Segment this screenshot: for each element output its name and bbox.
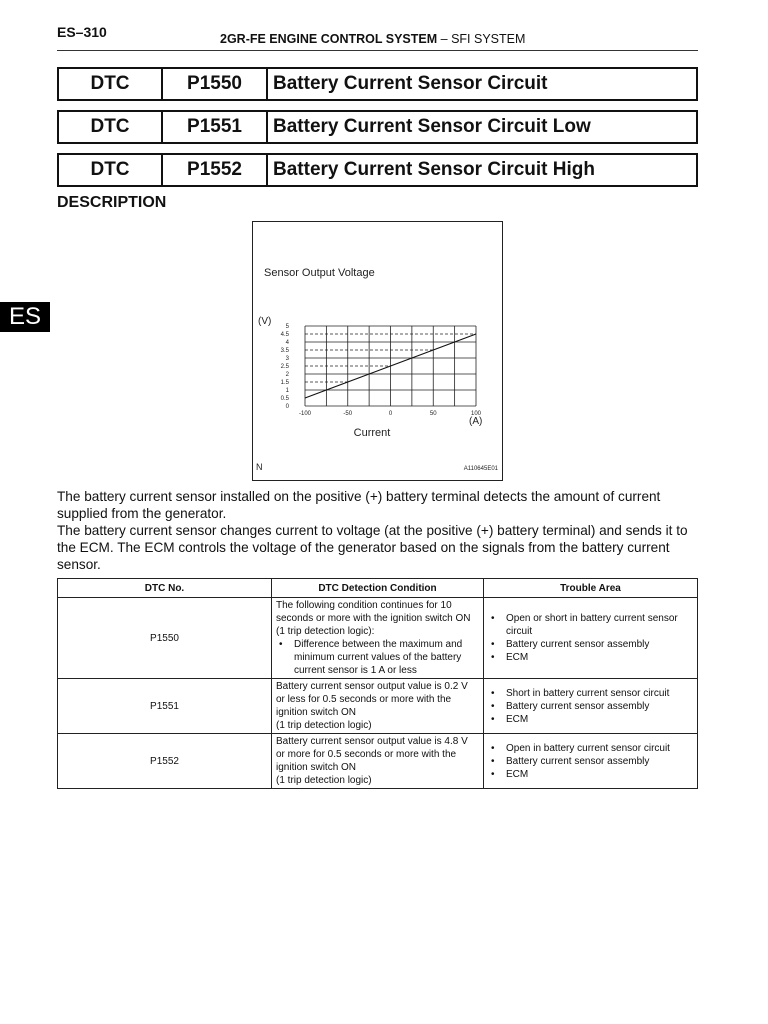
detection-condition bbox=[272, 598, 484, 679]
page-number: ES–310 bbox=[57, 24, 107, 40]
description-paragraph: The battery current sensor installed on the positive (+) battery terminal detects the amount of current supplied from the generator. bbox=[57, 489, 661, 521]
trouble-area bbox=[484, 679, 698, 734]
dtc-table bbox=[57, 578, 698, 789]
y-tick-label: 1.5 bbox=[280, 380, 289, 386]
header-title-sep: – bbox=[437, 32, 452, 46]
dtc-label: DTC bbox=[59, 69, 163, 99]
dtc-title-row bbox=[57, 110, 698, 144]
condition-text: The following condition continues for 10 seconds or more with the ignition switch ON (1 trip detection logic): bbox=[276, 600, 471, 637]
y-tick-label: 2 bbox=[285, 372, 289, 378]
list-item: • Short in battery current sensor circuit bbox=[488, 687, 693, 700]
list-item: • Open in battery current sensor circuit bbox=[488, 742, 693, 755]
y-tick-label: 4 bbox=[285, 340, 289, 346]
condition-text: Battery current sensor output value is 4.8 V or more for 0.5 seconds or more with the ignition switch ON bbox=[276, 736, 468, 773]
condition-bullets bbox=[276, 638, 479, 677]
sensor-output-figure bbox=[252, 221, 503, 481]
y-axis-unit: (V) bbox=[258, 316, 272, 327]
dtc-label: DTC bbox=[59, 112, 163, 142]
column-header: DTC No. bbox=[58, 579, 272, 598]
condition-text: Battery current sensor output value is 0.2 V or less for 0.5 seconds or more with the ignition switch ON bbox=[276, 681, 468, 718]
header-title-rest: SFI SYSTEM bbox=[451, 32, 526, 46]
y-tick-label: 0.5 bbox=[280, 396, 289, 402]
dtc-title-row bbox=[57, 67, 698, 101]
table-row bbox=[58, 679, 698, 734]
list-item: • Battery current sensor assembly bbox=[488, 638, 693, 651]
dtc-label: DTC bbox=[59, 155, 163, 185]
y-tick-label: 3 bbox=[285, 356, 289, 362]
table-row bbox=[58, 734, 698, 789]
x-tick-label: -50 bbox=[343, 411, 353, 417]
dtc-name: Battery Current Sensor Circuit Low bbox=[273, 116, 591, 137]
x-tick-label: -100 bbox=[298, 411, 312, 417]
list-item: • Battery current sensor assembly bbox=[488, 700, 693, 713]
y-tick-label: 3.5 bbox=[280, 348, 289, 354]
detection-condition bbox=[272, 734, 484, 789]
dtc-code: P1552 bbox=[163, 155, 268, 185]
dtc-number: P1552 bbox=[58, 734, 272, 789]
condition-note: (1 trip detection logic) bbox=[276, 775, 372, 786]
header-divider bbox=[57, 50, 698, 51]
x-axis-label: Current bbox=[353, 427, 391, 439]
dtc-name: Battery Current Sensor Circuit bbox=[273, 73, 548, 94]
dtc-name: Battery Current Sensor Circuit High bbox=[273, 159, 595, 180]
chart-title: Sensor Output Voltage bbox=[264, 267, 375, 279]
dtc-number: P1551 bbox=[58, 679, 272, 734]
sensor-output-chart bbox=[253, 222, 502, 480]
x-axis-unit: (A) bbox=[469, 416, 483, 427]
dtc-number: P1550 bbox=[58, 598, 272, 679]
trouble-area bbox=[484, 598, 698, 679]
column-header: Trouble Area bbox=[484, 579, 698, 598]
x-tick-label: 50 bbox=[429, 411, 437, 417]
list-item: • Open or short in battery current sensor circuit bbox=[488, 612, 693, 638]
figure-caption: N bbox=[256, 462, 263, 472]
dtc-code: P1551 bbox=[163, 112, 268, 142]
figure-id: A110645E01 bbox=[463, 466, 498, 472]
condition-note: (1 trip detection logic) bbox=[276, 720, 372, 731]
x-tick-label: 100 bbox=[470, 411, 482, 417]
header-title-bold: 2GR-FE ENGINE CONTROL SYSTEM bbox=[220, 32, 438, 46]
dtc-code: P1550 bbox=[163, 69, 268, 99]
y-tick-label: 4.5 bbox=[280, 332, 289, 338]
y-tick-label: 0 bbox=[285, 404, 289, 410]
list-item: • Battery current sensor assembly bbox=[488, 755, 693, 768]
list-item: • ECM bbox=[488, 768, 693, 781]
y-tick-label: 1 bbox=[285, 388, 289, 394]
list-item: • Difference between the maximum and minimum current values of the battery current sensor is 1 A or less bbox=[276, 638, 479, 677]
detection-condition bbox=[272, 679, 484, 734]
y-tick-label: 5 bbox=[285, 324, 289, 330]
list-item: • ECM bbox=[488, 713, 693, 726]
trouble-area bbox=[484, 734, 698, 789]
y-tick-label: 2.5 bbox=[280, 364, 289, 370]
x-tick-label: 0 bbox=[388, 411, 393, 417]
dtc-title-row bbox=[57, 153, 698, 187]
page-header-title bbox=[220, 32, 525, 46]
table-row bbox=[58, 598, 698, 679]
section-tab: ES bbox=[0, 302, 50, 332]
list-item: • ECM bbox=[488, 651, 693, 664]
table-header-row bbox=[58, 579, 698, 598]
description-paragraph: The battery current sensor changes current to voltage (at the positive (+) battery terminal) and sends it to the ECM. The ECM controls the voltage of the generator based on the signals from the battery current sensor. bbox=[57, 523, 688, 572]
column-header: DTC Detection Condition bbox=[272, 579, 484, 598]
description-heading: DESCRIPTION bbox=[57, 194, 167, 211]
